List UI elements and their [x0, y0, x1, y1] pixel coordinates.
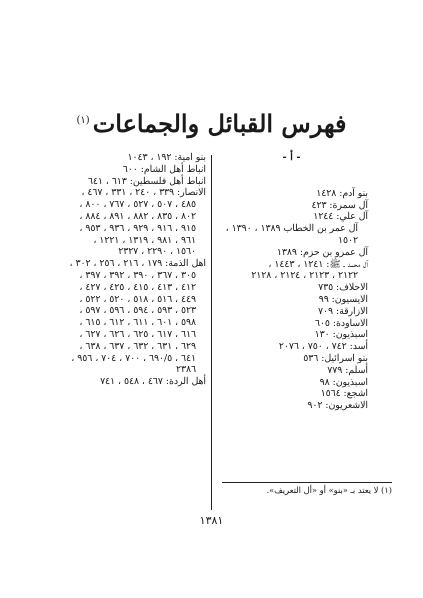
- index-entry: ٦٢٩ ، ٦٣١ ، ٦٣٢ ، ٦٣٧ ، ٦٣٨ ،: [79, 340, 196, 352]
- left-column: [60, 152, 206, 388]
- index-entry: ٨٠٢ ، ٨٣٥ ، ٨٨٢ ، ٨٩١ ، ٨٨٤ ،: [79, 210, 196, 222]
- index-entry: ٤٤٩ ، ٥١٦ ، ٥١٨ ، ٥٢٠ ، ٥٢٢ ،: [79, 293, 196, 305]
- index-entry: أسلم: ٧٧٩: [327, 364, 368, 376]
- index-entry: آل عمرو بن حزم: ١٣٨٩: [276, 246, 368, 258]
- index-entry: آل سمرة: ٤٢٣: [311, 199, 368, 211]
- index-entry: آل عمر بن الخطاب ١٣٨٩ ، ١٣٩٠ ،: [225, 223, 358, 235]
- right-column: [215, 152, 368, 412]
- index-entry: الازارقة: ٧٠٩: [318, 305, 368, 317]
- index-entry: ٩٦١ ، ٩٨١ ، ١٣١٩ ، ١٢٢١ ،: [93, 234, 196, 246]
- index-entry: أهل الردة: ٤٦٧ ، ٥٤٨ ، ٧٤١: [100, 376, 206, 388]
- right-entries: [215, 188, 368, 412]
- index-entry: ٤٨٥ ، ٥٠٧ ، ٥٢٧ ، ٧٦٧ ، ٨٠٠ ،: [79, 199, 196, 211]
- index-entry: ١٥٠٢: [338, 234, 358, 246]
- title-footnote-marker: (١): [76, 115, 90, 126]
- left-entries: [60, 152, 206, 388]
- index-entry: اشجع: ١٥٦٤: [320, 388, 368, 400]
- footnote-rule: [222, 482, 392, 483]
- index-entry: ٩١٥ ، ٩١٦ ، ٩٢٩ ، ٩٣٦ ، ٩٥٣ ،: [79, 222, 196, 234]
- index-entry: الاحلاف: ٧٣٥: [318, 282, 368, 294]
- index-entry: أسد: ٧٤٢ ، ٧٥٠ ، ٢٠٧٦: [278, 341, 368, 353]
- index-entry: ٦١٦ ، ٦١٧ ، ٦٢٥ ، ٦٢٦ ، ٦٢٧ ،: [79, 328, 196, 340]
- page-number: ١٣٨١: [199, 514, 224, 527]
- index-entry: آل علي: ١٢٤٤: [313, 211, 368, 223]
- index-entry: اسبذيون: ١٣٠: [314, 329, 368, 341]
- index-entry: ٢٣٨٦: [176, 364, 196, 376]
- index-entry: بنو امية: ١٩٢ ، ١٠٤٣: [127, 152, 206, 163]
- index-entry: بنو اسرائيل: ٥٣٦: [303, 352, 368, 364]
- footnote: (١) لا يعتد بـ «بنو» أو «أل التعريف».: [266, 485, 392, 495]
- index-entry: انباط أهل الشام: ٦٠٠: [122, 163, 206, 175]
- index-entry: اسبذيون: ٩٨: [319, 376, 368, 388]
- page-title-text: فهرس القبائل والجماعات: [92, 109, 347, 138]
- index-entry: ٤١٢ ، ٤١٣ ، ٤١٥ ، ٤٢٥ ، ٤٢٧ ،: [79, 281, 196, 293]
- index-entry: اهل الذمة: ١٧٩ ، ٢١٦ ، ٢٥٦ ، ٣٠٢ ،: [69, 258, 206, 270]
- index-entry: انباط أهل فلسطين: ٦١٣ ، ٦٤١: [87, 175, 206, 187]
- index-entry: الانصار: ٣٣٩ ، ٢٤٠ ، ٣٣١ ، ٤٦٧ ،: [81, 187, 206, 199]
- index-entry: بنو آدم: ١٤٢٨: [316, 187, 368, 199]
- index-entry: ٢١٢٢ ، ٢١٢٣ ، ٢١٢٤ ، ٢١٢٨: [251, 270, 358, 282]
- index-entry: ٥٢٣ ، ٥٩٣ ، ٥٩٤ ، ٥٩٦ ، ٥٩٧ ،: [79, 305, 196, 317]
- index-entry: ٥٩٨ ، ٦٠١ ، ٦١١ ، ٦١٢ ، ٦١٥ ،: [79, 317, 196, 329]
- column-divider: [211, 155, 212, 510]
- index-entry: الاشعريون: ٩٠٢: [307, 400, 368, 412]
- index-entry: آل محمد ـ ﷺ: ١٢٤١ ، ١٤٤٣ ،: [268, 258, 368, 270]
- section-letter: - أ -: [282, 152, 301, 163]
- page-title: [0, 106, 423, 139]
- index-entry: ١٥٦٠ ، ٢٢٩٠ ، ٢٣٢٧: [118, 246, 196, 258]
- index-entry: الايسيون: ٩٩: [318, 293, 368, 305]
- index-entry: ٣٠٥ ، ٣٦٧ ، ٣٩٠ ، ٣٩٢ ، ٣٩٧ ،: [79, 269, 196, 281]
- index-entry: ٦٤١ ، ٦٩٠/٥ ، ٧٠٠ ، ٧٠٤ ، ٩٥٦ ،: [71, 352, 196, 364]
- index-entry: الاساودة: ٦٠٥: [314, 317, 368, 329]
